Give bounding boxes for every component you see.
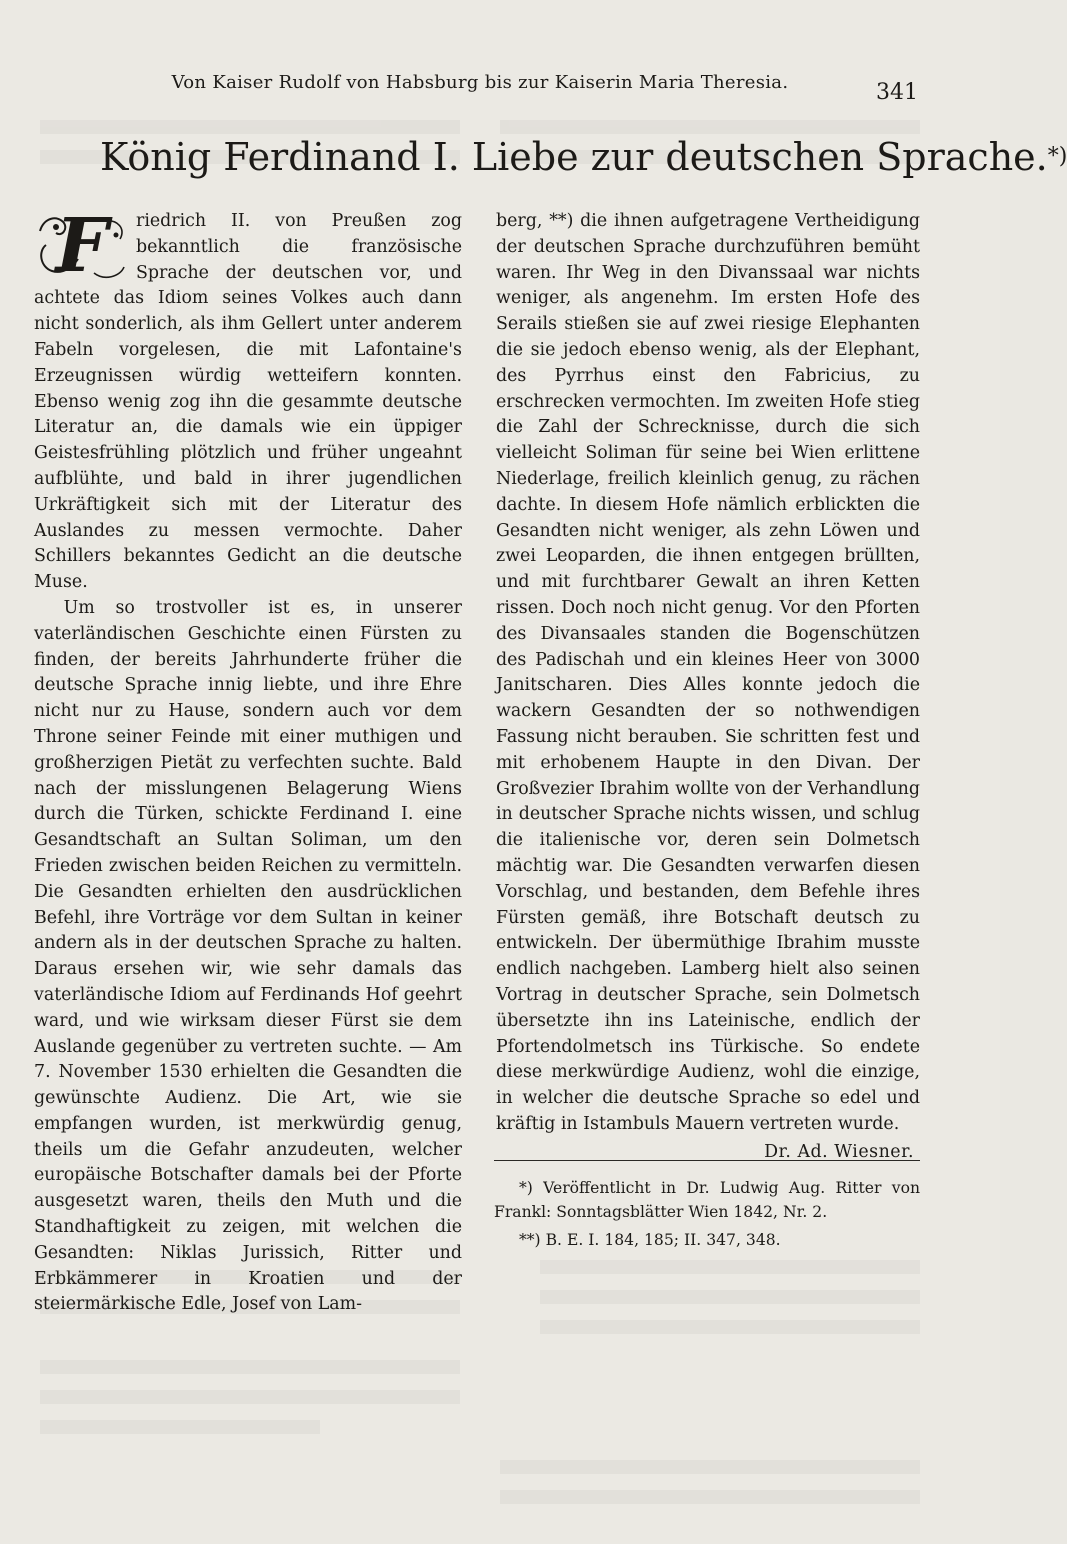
page-number: 341 (876, 80, 918, 105)
title-footnote-marker: *) (1047, 144, 1067, 169)
footnote-1: *) Veröffentlicht in Dr. Ludwig Aug. Ritter von Frankl: Sonntagsblätter Wien 1842, Nr. 2. (494, 1179, 920, 1221)
right-column (496, 209, 920, 1165)
article-title (100, 131, 1067, 183)
drop-cap (34, 203, 130, 289)
footnotes (494, 1176, 920, 1256)
running-head: Von Kaiser Rudolf von Habsburg bis zur Kaiserin Maria Theresia. (171, 72, 789, 93)
left-column (34, 203, 462, 1318)
author-signature: Dr. Ad. Wiesner. (764, 1141, 914, 1162)
paragraph-1: riedrich II. von Preußen zog bekanntlich die französische Sprache der deutschen vor, und achtete das Idiom seines Volkes auch dann nicht sonderlich, als ihm Gellert unter anderem Fabeln vorgelesen, die mit Lafontaine's Erzeugnissen würdig wetteifern konnten. Ebenso wenig zog ihn die gesammte deutsche Literatur an, die damals wie ein üppiger Geistesfrühling plötzlich und früher ungeahnt aufblühte, und bald in ihrer jugendlichen Urkräftigkeit sich mit der Literatur des Auslandes zu messen vermochte. Daher Schillers bekanntes Gedicht an die deutsche Muse. (34, 211, 462, 593)
drop-cap-letter: F (55, 203, 109, 289)
paragraph-2: Um so trostvoller ist es, in unserer vaterländischen Geschichte einen Fürsten zu finden, der bereits Jahrhunderte früher die deutsche Sprache innig liebte, und ihre Ehre nicht nur zu Hause, sondern auch vor dem Throne seiner Feinde mit einer muthigen und großherzigen Pietät zu verfechten suchte. Bald nach der misslungenen Belagerung Wiens durch die Türken, schickte Ferdinand I. eine Gesandtschaft an Sultan Soliman, um den Frieden zwischen beiden Reichen zu vermitteln. Die Gesandten erhielten den ausdrücklichen Befehl, ihre Vorträge vor dem Sultan in keiner andern als in der deutschen Sprache zu halten. Daraus ersehen wir, wie sehr damals das vaterländische Idiom auf Ferdinands Hof geehrt ward, und wie wirksam dieser Fürst sie dem Auslande gegenüber zu vertreten suchte. — Am 7. November 1530 erhielten die Gesandten die gewünschte Audienz. Die Art, wie sie empfangen wurden, ist merkwürdig genug, theils um die Gefahr anzudeuten, welcher europäische Botschafter damals bei der Pforte ausgesetzt waren, theils den Muth und die Standhaftigkeit zu zeigen, mit welchen die Gesandten: Niklas Jurissich, Ritter und Erbkämmerer in Kroatien und der steiermärkische Edle, Josef von Lam- (34, 597, 462, 1315)
article-title-text: König Ferdinand I. Liebe zur deutschen Sprache. (100, 135, 1048, 179)
paragraph-3: berg, **) die ihnen aufgetragene Vertheidigung der deutschen Sprache durchzuführen bemüht waren. Ihr Weg in den Divanssaal war nichts weniger, als angenehm. Im ersten Hofe des Serails stießen sie auf zwei riesige Elephanten die sie jedoch ebenso wenig, als der Elephant, des Pyrrhus einst den Fabricius, zu erschrecken vermochten. Im zweiten Hofe stieg die Zahl der Schrecknisse, durch die sich vielleicht Soliman für seine bei Wien erlittene Niederlage, freilich kleinlich genug, zu rächen dachte. In diesem Hofe nämlich erblickten die Gesandten nicht weniger, als zehn Löwen und zwei Leoparden, die ihnen entgegen brüllten, und mit furchtbarer Gewalt an ihren Ketten rissen. Doch noch nicht genug. Vor den Pforten des Divansaales standen die Bogenschützen des Padischah und ein kleines Heer von 3000 Janitscharen. Dies Alles konnte jedoch die wackern Gesandten der so nothwendigen Fassung nicht berauben. Sie schritten fest und mit erhobenem Haupte in den Divan. Der Großvezier Ibrahim wollte von der Verhandlung in deutscher Sprache nichts wissen, und schlug die italienische vor, deren sein Dolmetsch mächtig war. Die Gesandten verwarfen diesen Vorschlag, und bestanden, dem Befehle ihres Fürsten gemäß, ihre Botschaft deutsch zu entwickeln. Der übermüthige Ibrahim musste endlich nachgeben. Lamberg hielt also seinen Vortrag in deutscher Sprache, sein Dolmetsch übersetzte ihn ins Lateinische, endlich der Pfortendolmetsch ins Türkische. So endete diese merkwürdige Audienz, wohl die einzige, in welcher die deutsche Sprache so edel und kräftig in Istambuls Mauern vertreten wurde. (496, 211, 920, 1134)
footnote-2: **) B. E. I. 184, 185; II. 347, 348. (518, 1231, 781, 1249)
footnote-rule (494, 1160, 920, 1161)
